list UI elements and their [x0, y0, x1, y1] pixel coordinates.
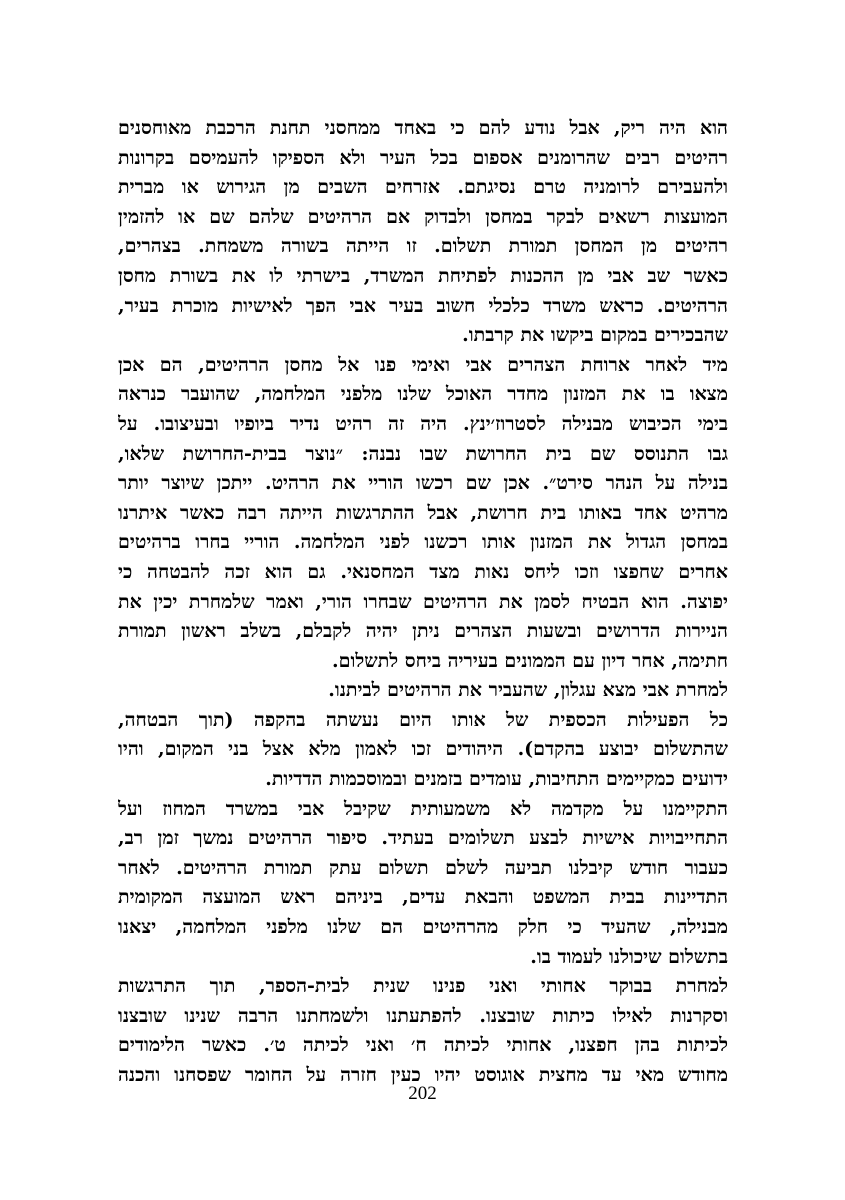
text-line: מצאו בו את המזנון מחדר האוכל שלנו מלפני המלחמה, שהועבר כנראה: [118, 383, 728, 406]
text-line: וסקרנות לאילו כיתות שובצנו. להפתעתנו ולשמחתנו הרבה שנינו שובצנו: [118, 1004, 728, 1027]
text-line: הניירות הדרושים ובשעות הצהרים ניתן יהיה לקבלם, בשלב ראשון תמורת: [118, 620, 728, 643]
text-line: בנילה על הנהר סירט״. אכן שם רכשו הוריי את הרהיט. ייתכן שיוצר יותר: [118, 472, 728, 495]
text-line: בתשלום שיכולנו לעמוד בו.: [530, 945, 728, 968]
text-line: כעבור חודש קיבלנו תביעה לשלם תשלום עתק תמורת הרהיטים. לאחר: [118, 856, 728, 879]
text-line: בימי הכיבוש מבנילה לסטרוז׳ינץ. היה זה רהיט נדיר ביופיו ובעיצובו. על: [118, 412, 728, 435]
text-line: מבנילה, שהעיד כי חלק מהרהיטים הם שלנו מלפני המלחמה, יצאנו: [118, 916, 728, 939]
text-line: רהיטים רבים שהרומנים אספום בכל העיר ולא הספיקו להעמיסם בקרונות: [118, 146, 728, 169]
text-line: המועצות רשאים לבקר במחסן ולבדוק אם הרהיטים שלהם שם או להזמין: [118, 205, 728, 228]
text-line: ידועים כמקיימים התחיבות, עומדים בזמנים ובמוסכמות הדדיות.: [265, 768, 728, 791]
text-line: התחייבויות אישיות לבצע תשלומים בעתיד. סיפור הרהיטים נמשך זמן רב,: [118, 827, 728, 850]
text-line: שהתשלום יבוצע בהקדם). היהודים זכו לאמון מלא אצל בני המקום, והיו: [118, 738, 728, 761]
text-line: יפוצה. הוא הבטיח לסמן את הרהיטים שבחרו הורי, ואמר שלמחרת יכין את: [118, 590, 728, 613]
text-line: הוא היה ריק, אבל נודע להם כי באחד ממחסני תחנת הרכבת מאוחסנים: [118, 117, 728, 139]
text-line: מחודש מאי עד מחצית אוגוסט יהיו כעין חזרה על החומר שפסחנו והכנה: [118, 1064, 728, 1086]
text-line: ולהעבירם לרומניה טרם נסיגתם. אזרחים השבים מן הגירוש או מברית: [118, 176, 728, 199]
text-line: אחרים שחפצו וזכו ליחס נאות מצד המחסנאי. גם הוא זכה להבטחה כי: [118, 560, 728, 583]
text-line: לכיתות בהן חפצנו, אחותי לכיתה ח׳ ואני לכיתה ט׳. כאשר הלימודים: [118, 1034, 728, 1057]
body-text: [118, 114, 728, 1091]
text-line: רהיטים מן המחסן תמורת תשלום. זו הייתה בשורה משמחת. בצהרים,: [118, 235, 728, 258]
text-line: למחרת אבי מצא עגלון, שהעביר את הרהיטים לביתנו.: [328, 679, 728, 702]
text-line: גבו התנוסס שם בית החרושת שבו נבנה: ״נוצר בבית-החרושת שלאו,: [118, 442, 728, 465]
text-line: כל הפעילות הכספית של אותו היום נעשתה בהקפה (תוך הבטחה,: [118, 708, 728, 731]
text-line: שהבכירים במקום ביקשו את קרבתו.: [462, 324, 728, 347]
page-number: 202: [408, 1083, 437, 1104]
text-line: כאשר שב אבי מן ההכנות לפתיחת המשרד, בישרתי לו את בשורת מחסן: [118, 264, 728, 287]
text-line: מיד לאחר ארוחת הצהרים אבי ואימי פנו אל מחסן הרהיטים, הם אכן: [118, 353, 728, 376]
text-line: התדיינות בבית המשפט והבאת עדים, ביניהם ראש המועצה המקומית: [118, 886, 728, 909]
text-line: מרהיט אחד באותו בית חרושת, אבל ההתרגשות הייתה רבה כאשר איתרנו: [118, 501, 728, 524]
text-line: למחרת בבוקר אחותי ואני פנינו שנית לבית-הספר, תוך התרגשות: [118, 975, 728, 998]
text-line: הרהיטים. כראש משרד כלכלי חשוב בעיר אבי הפך לאישיות מוכרת בעיר,: [118, 294, 728, 317]
text-line: התקיימנו על מקדמה לא משמעותית שקיבל אבי במשרד המחוז ועל: [118, 797, 728, 820]
text-line: חתימה, אחר דיון עם הממונים בעיריה ביחס לתשלום.: [332, 649, 728, 672]
text-line: במחסן הגדול את המזנון אותו רכשנו לפני המלחמה. הוריי בחרו ברהיטים: [118, 531, 728, 554]
